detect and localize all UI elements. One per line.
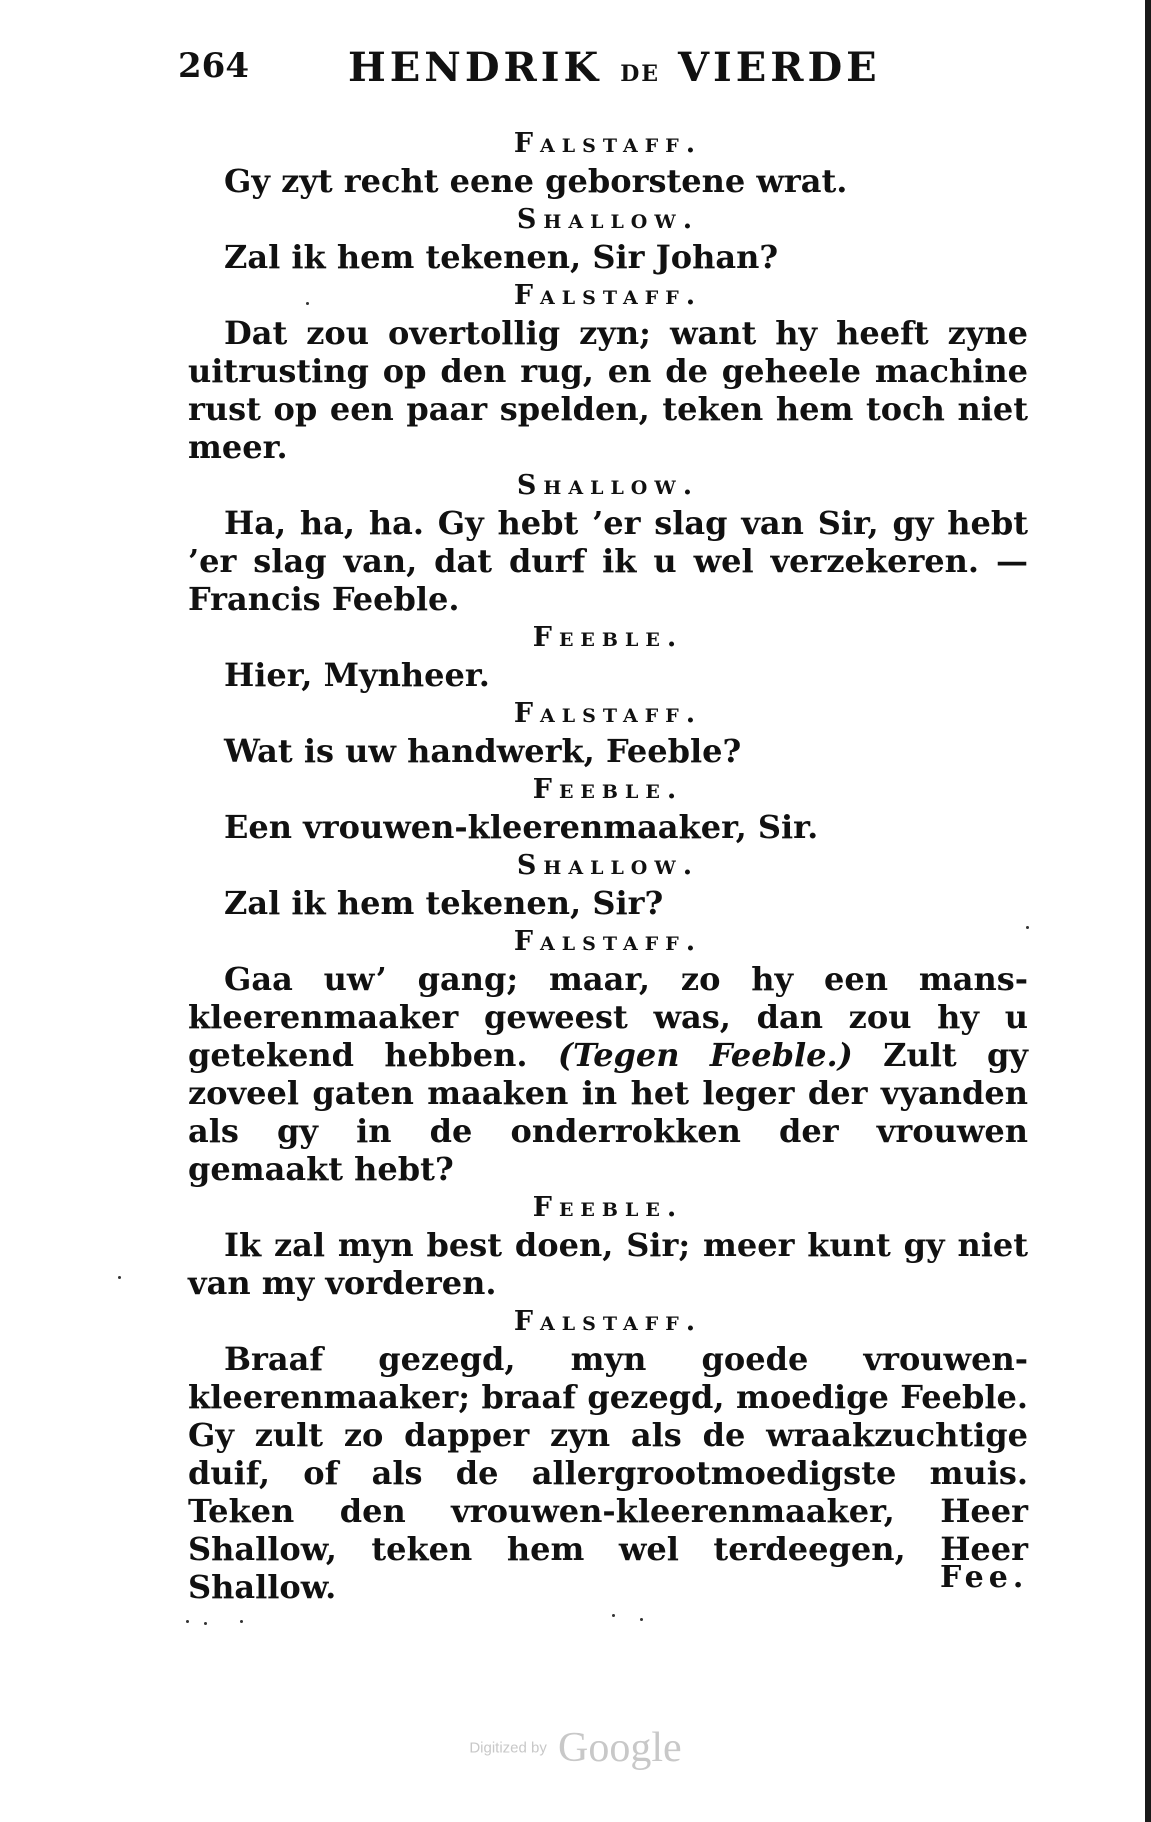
speaker-heading: Feeble. bbox=[532, 774, 684, 805]
speaker-heading: Falstaff. bbox=[513, 280, 703, 311]
speaker-heading: Falstaff. bbox=[513, 926, 703, 957]
stage-direction: (Tegen Feeble.) bbox=[557, 1036, 853, 1074]
speech: Zal ik hem tekenen, Sir Johan? bbox=[224, 238, 779, 276]
ink-speck bbox=[640, 1618, 643, 1621]
digitization-watermark bbox=[0, 1724, 1151, 1772]
ink-speck bbox=[186, 1620, 189, 1623]
running-title bbox=[348, 44, 881, 91]
speaker-heading: Feeble. bbox=[532, 622, 684, 653]
speech-part: Zult gy zoveel gaten maaken in het leger der vyanden als gy in de onderrokken der vrouwen gemaakt hebt? bbox=[188, 1036, 1029, 1188]
ink-speck bbox=[612, 1614, 615, 1617]
speaker-heading: Shallow. bbox=[516, 204, 700, 235]
speech: Hier, Mynheer. bbox=[224, 656, 490, 694]
page-edge-shadow bbox=[1145, 0, 1151, 1822]
speaker-heading: Shallow. bbox=[516, 470, 700, 501]
title-part-2: DE bbox=[620, 61, 661, 87]
speaker-heading: Falstaff. bbox=[513, 128, 703, 159]
speech: Gy zyt recht eene geborstene wrat. bbox=[224, 162, 848, 200]
speech: Braaf gezegd, myn goede vrouwen-kleerenmaaker; braaf gezegd, moedige Feeble. Gy zult zo dapper zyn als de wraakzuchtige duif, of als de allergrootmoedigste muis. Teken den vrouwen-kleerenmaaker, Heer Shallow, teken hem wel terdeegen, Heer Shallow. bbox=[188, 1340, 1028, 1606]
speaker-heading: Feeble. bbox=[532, 1192, 684, 1223]
catchword: Fee. bbox=[940, 1560, 1029, 1595]
page-header bbox=[178, 44, 978, 94]
speech: Ha, ha, ha. Gy hebt ’er slag van Sir, gy hebt ’er slag van, dat durf ik u wel verzekeren. — Francis Feeble. bbox=[188, 504, 1028, 618]
speech: Ik zal myn best doen, Sir; meer kunt gy niet van my vorderen. bbox=[188, 1226, 1028, 1302]
ink-speck bbox=[204, 1622, 207, 1625]
title-part-1: HENDRIK bbox=[348, 44, 603, 91]
google-wordmark: Google bbox=[557, 1725, 682, 1771]
ink-speck bbox=[240, 1620, 243, 1623]
speech bbox=[188, 960, 1028, 1188]
speech: Zal ik hem tekenen, Sir? bbox=[224, 884, 664, 922]
speaker-heading: Falstaff. bbox=[513, 1306, 703, 1337]
speech: Wat is uw handwerk, Feeble? bbox=[224, 732, 742, 770]
dialogue-text bbox=[188, 126, 1028, 1608]
title-part-3: VIERDE bbox=[677, 44, 881, 91]
speaker-heading: Falstaff. bbox=[513, 698, 703, 729]
ink-speck bbox=[306, 302, 309, 305]
speech-part: Gaa uw’ gang; maar, zo hy een mans-kleerenmaaker geweest was, dan zou hy u getekend hebben. bbox=[188, 960, 1028, 1074]
speech: Dat zou overtollig zyn; want hy heeft zyne uitrusting op den rug, en de geheele machine rust op een paar spelden, teken hem toch niet meer. bbox=[188, 314, 1028, 466]
ink-speck bbox=[1026, 926, 1029, 929]
ink-speck bbox=[118, 1276, 121, 1279]
digitized-by-label: Digitized by bbox=[469, 1739, 547, 1757]
speaker-heading: Shallow. bbox=[516, 850, 700, 881]
page-number: 264 bbox=[178, 46, 249, 86]
speech: Een vrouwen-kleerenmaaker, Sir. bbox=[224, 808, 819, 846]
